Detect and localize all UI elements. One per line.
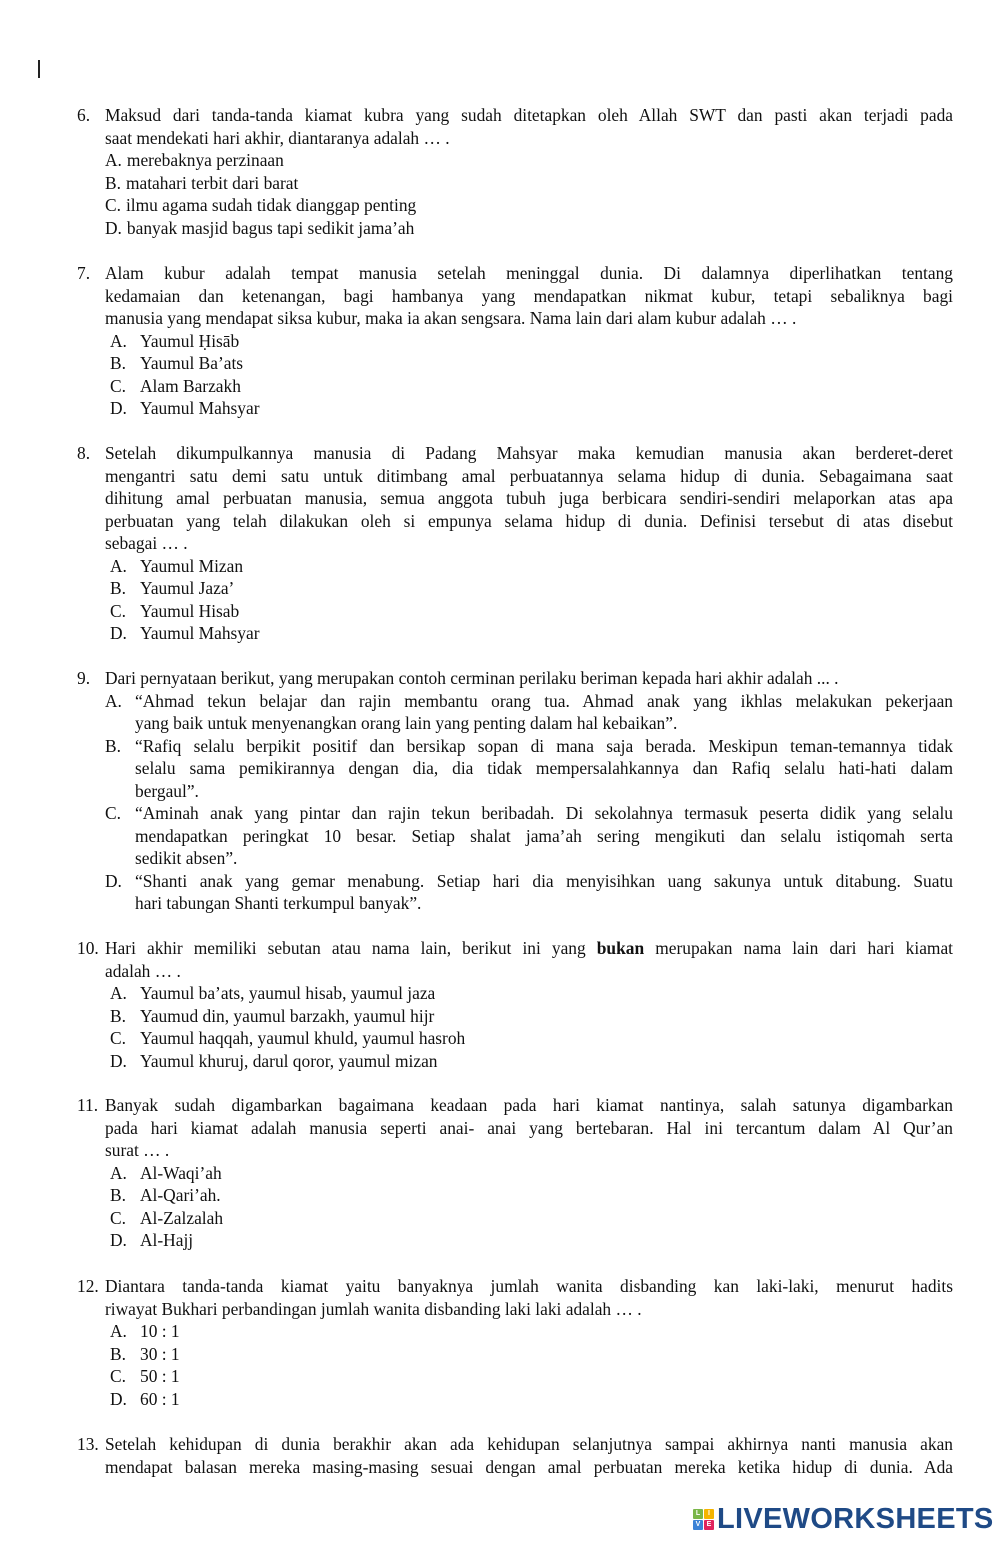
question-number: 9. bbox=[77, 668, 91, 688]
option-c[interactable] bbox=[110, 375, 910, 398]
question-text-line: Setelah kehidupan di dunia berakhir akan ada kehidupan selanjutnya sampai akhirnya nanti manusia akan bbox=[105, 1434, 953, 1454]
option-text: Yaumul Mahsyar bbox=[140, 398, 260, 418]
option-letter: A. bbox=[105, 150, 122, 170]
option-text-line[interactable]: mendapatkan peringkat 10 besar. Setiap shalat jama’ah sering mengikuti dan selalu istiqomah serta bbox=[135, 825, 953, 846]
option-text: Yaumul Ba’ats bbox=[140, 353, 244, 373]
option-letter: A. bbox=[110, 983, 127, 1003]
option-a[interactable] bbox=[110, 982, 910, 1005]
option-text: Yaumul Hisab bbox=[140, 600, 240, 621]
question-number: 13. bbox=[77, 1434, 99, 1454]
option-text: merebaknya perzinaan bbox=[126, 150, 284, 170]
question-text-line: Banyak sudah digambarkan bagaimana keadaan pada hari kiamat nantinya, salah satunya digambarkan bbox=[105, 1095, 953, 1115]
option-a[interactable] bbox=[110, 1162, 910, 1185]
option-text: Yaumul Mahsyar bbox=[140, 623, 260, 643]
logo-tiles-icon bbox=[693, 1509, 714, 1530]
option-letter: B. bbox=[110, 1005, 126, 1026]
question-text-line: mendapat balasan mereka masing-masing sesuai dengan amal perbuatan mereka ketika hidup di dunia. Ada bbox=[105, 1456, 953, 1477]
question-number: 6. bbox=[77, 105, 91, 125]
question-text-line: dihitung amal perbuatan manusia, semua anggota tubuh juga berbicara sendiri-sendiri melaporkan atas apa bbox=[105, 488, 953, 508]
option-text: Al-Waqi’ah bbox=[140, 1162, 222, 1183]
question-text-line: riwayat Bukhari perbandingan jumlah wanita disbanding laki laki adalah … . bbox=[105, 1298, 642, 1319]
question-number: 11. bbox=[77, 1095, 99, 1115]
question-text-line: mengantri satu demi satu untuk ditimbang amal perbuatannya selama hidup di dunia. Sebagaimana saat bbox=[105, 465, 953, 486]
question-text-line: sebagai … . bbox=[105, 533, 188, 553]
question-text-line: Maksud dari tanda-tanda kiamat kubra yang sudah ditetapkan oleh Allah SWT dan pasti akan terjadi pada bbox=[105, 105, 953, 125]
logo-tile: L bbox=[693, 1509, 703, 1519]
question-number: 10. bbox=[77, 938, 99, 958]
option-text-line[interactable]: “Ahmad tekun belajar dan rajin membantu orang tua. Ahmad anak yang ikhlas melakukan pekerjaan bbox=[135, 690, 953, 711]
option-text-line[interactable]: “Rafiq selalu berpikit positif dan bersikap sopan di mana saja berada. Meskipun teman-temannya tidak bbox=[135, 735, 953, 756]
text-cursor bbox=[38, 60, 40, 78]
question-number: 12. bbox=[77, 1276, 99, 1296]
option-a[interactable] bbox=[105, 149, 905, 172]
question-text-line bbox=[105, 937, 953, 960]
option-b[interactable] bbox=[110, 1343, 910, 1366]
option-letter: C. bbox=[110, 375, 126, 396]
option-letter: B. bbox=[105, 172, 121, 193]
option-text: Yaumul Jaza’ bbox=[140, 578, 235, 598]
option-a[interactable] bbox=[110, 1320, 910, 1343]
option-letter[interactable]: A. bbox=[105, 690, 122, 711]
option-letter: C. bbox=[110, 1028, 126, 1048]
question-text-line: Dari pernyataan berikut, yang merupakan contoh cerminan perilaku beriman kepada hari akhir adalah ... . bbox=[105, 668, 839, 688]
option-text: Yaumud din, yaumul barzakh, yaumul hijr bbox=[140, 1005, 435, 1026]
option-text: banyak masjid bagus tapi sedikit jama’ah bbox=[126, 217, 415, 238]
option-letter: C. bbox=[110, 600, 126, 621]
option-d[interactable] bbox=[110, 397, 910, 420]
option-b[interactable] bbox=[110, 1184, 910, 1207]
option-text-line[interactable]: selalu sama pemikirannya dengan dia, dia tidak mempersalahkannya dan Rafiq selalu hati-hati dalam bbox=[135, 758, 953, 778]
option-letter: C. bbox=[105, 195, 121, 215]
option-d[interactable] bbox=[110, 1050, 910, 1073]
question-text-line: Setelah dikumpulkannya manusia di Padang Mahsyar maka kemudian manusia akan berderet-deret bbox=[105, 443, 953, 463]
option-d[interactable] bbox=[110, 622, 910, 645]
option-text: Yaumul Mizan bbox=[140, 555, 244, 576]
question-text-line: adalah … . bbox=[105, 960, 181, 981]
option-text: Al-Qari’ah. bbox=[140, 1185, 221, 1205]
option-text: Yaumul ba’ats, yaumul hisab, yaumul jaza bbox=[140, 983, 436, 1003]
option-letter: D. bbox=[110, 1050, 127, 1071]
option-b[interactable] bbox=[110, 577, 910, 600]
question-text-line: saat mendekati hari akhir, diantaranya adalah … . bbox=[105, 127, 450, 148]
option-letter: A. bbox=[110, 555, 127, 576]
option-text: 50 : 1 bbox=[140, 1366, 180, 1386]
option-text: matahari terbit dari barat bbox=[125, 172, 299, 193]
option-text: ilmu agama sudah tidak dianggap penting bbox=[125, 195, 417, 215]
option-d[interactable] bbox=[105, 217, 905, 240]
option-text: 10 : 1 bbox=[140, 1321, 180, 1341]
option-letter: C. bbox=[110, 1366, 126, 1386]
option-text-line[interactable]: hari tabungan Shanti terkumpul banyak”. bbox=[135, 893, 422, 913]
question-text-line: surat … . bbox=[105, 1140, 170, 1160]
option-a[interactable] bbox=[110, 330, 910, 353]
option-letter: D. bbox=[110, 398, 127, 418]
question-number: 7. bbox=[77, 263, 91, 283]
option-letter: A. bbox=[110, 1321, 127, 1341]
option-text: Yaumul Ḥisāb bbox=[140, 330, 240, 351]
logo-text: LIVEWORKSHEETS bbox=[717, 1503, 994, 1535]
option-text-line[interactable]: bergaul”. bbox=[135, 780, 199, 801]
option-text: 60 : 1 bbox=[140, 1388, 180, 1409]
option-letter: A. bbox=[110, 330, 127, 351]
option-letter: B. bbox=[110, 578, 126, 598]
logo-tile: I bbox=[704, 1509, 714, 1519]
option-letter[interactable]: B. bbox=[105, 735, 121, 756]
option-letter: B. bbox=[110, 1185, 126, 1205]
option-c[interactable] bbox=[105, 194, 905, 217]
option-letter[interactable]: D. bbox=[105, 870, 122, 891]
option-text: Yaumul haqqah, yaumul khuld, yaumul hasroh bbox=[140, 1028, 466, 1048]
option-text-line[interactable]: “Shanti anak yang gemar menabung. Setiap hari dia menyisihkan uang sakunya untuk ditabung. Suatu bbox=[135, 870, 953, 891]
option-b[interactable] bbox=[110, 1005, 910, 1028]
option-d[interactable] bbox=[110, 1229, 910, 1252]
question-number: 8. bbox=[77, 443, 91, 463]
option-text-line[interactable]: yang baik untuk menyenangkan orang lain yang penting dalam hal kebaikan”. bbox=[135, 713, 678, 733]
option-c[interactable] bbox=[110, 1207, 910, 1230]
option-letter: D. bbox=[110, 1230, 127, 1250]
liveworksheets-logo[interactable] bbox=[693, 1503, 994, 1536]
emphasis-text: bukan bbox=[596, 938, 645, 958]
option-d[interactable] bbox=[110, 1388, 910, 1411]
option-letter: B. bbox=[110, 353, 126, 373]
option-letter: A. bbox=[110, 1162, 127, 1183]
question-text-line: kedamaian dan ketenangan, bagi hambanya yang mendapatkan nikmat kubur, tetapi sebaliknya bagi bbox=[105, 285, 953, 306]
option-c[interactable] bbox=[110, 600, 910, 623]
question-text-line: manusia yang mendapat siksa kubur, maka ia akan sengsara. Nama lain dari alam kubur adalah … . bbox=[105, 308, 797, 328]
option-letter: D. bbox=[110, 1388, 127, 1409]
option-letter: D. bbox=[110, 623, 127, 643]
question-text-line: perbuatan yang telah dilakukan oleh si empunya selama hidup di dunia. Definisi tersebut di atas disebut bbox=[105, 510, 953, 531]
option-letter: B. bbox=[110, 1343, 126, 1364]
option-letter: C. bbox=[110, 1207, 126, 1228]
option-text: Yaumul khuruj, darul qoror, yaumul mizan bbox=[140, 1050, 438, 1071]
text-segment: Hari akhir memiliki sebutan atau nama lain, berikut ini yang bbox=[105, 938, 597, 958]
option-letter: D. bbox=[105, 217, 122, 238]
option-text: 30 : 1 bbox=[140, 1343, 180, 1364]
option-b[interactable] bbox=[110, 352, 910, 375]
option-text: Al-Zalzalah bbox=[140, 1207, 224, 1228]
question-text-line: Alam kubur adalah tempat manusia setelah meninggal dunia. Di dalamnya diperlihatkan tentang bbox=[105, 263, 953, 283]
option-text-line[interactable]: sedikit absen”. bbox=[135, 848, 238, 868]
question-text-line: Diantara tanda-tanda kiamat yaitu banyaknya jumlah wanita disbanding kan laki-laki, menurut hadits bbox=[105, 1276, 953, 1296]
option-c[interactable] bbox=[110, 1027, 910, 1050]
option-b[interactable] bbox=[105, 172, 905, 195]
option-letter[interactable]: C. bbox=[105, 803, 121, 823]
logo-tile: V bbox=[693, 1520, 703, 1530]
text-segment: merupakan nama lain dari hari kiamat bbox=[644, 938, 953, 958]
question-text-line: pada hari kiamat adalah manusia seperti anai- anai yang bertebaran. Hal ini tercantum dalam Al Qur’an bbox=[105, 1117, 953, 1138]
option-a[interactable] bbox=[110, 555, 910, 578]
option-text: Alam Barzakh bbox=[140, 375, 241, 396]
option-c[interactable] bbox=[110, 1365, 910, 1388]
logo-tile: E bbox=[704, 1520, 714, 1530]
option-text: Al-Hajj bbox=[140, 1230, 194, 1250]
option-text-line[interactable]: “Aminah anak yang pintar dan rajin tekun beribadah. Di sekolahnya termasuk peserta didik yang selalu bbox=[135, 803, 953, 823]
